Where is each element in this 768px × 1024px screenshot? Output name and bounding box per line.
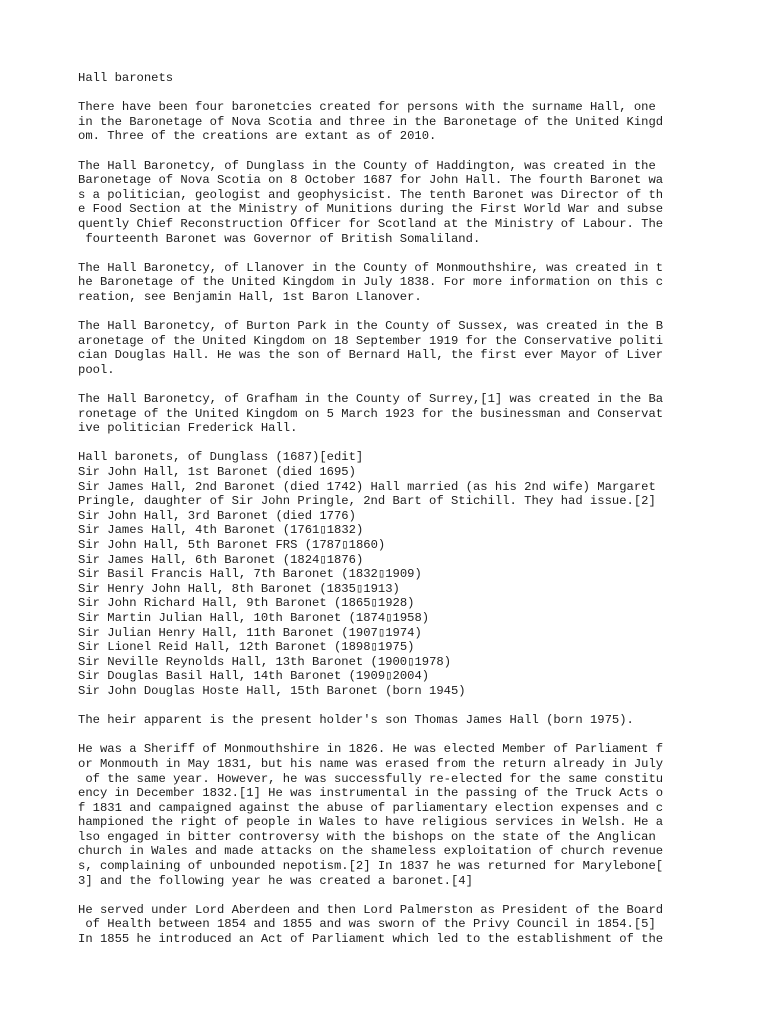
health-paragraph: [78, 903, 718, 947]
text-line: quently Chief Reconstruction Officer for Scotland at the Ministry of Labour. The: [78, 216, 664, 231]
text-line: The Hall Baronetcy, of Burton Park in the County of Sussex, was created in the B: [78, 319, 664, 334]
text-line: s a politician, geologist and geophysicist. The tenth Baronet was Director of th: [78, 187, 664, 202]
heir-line: The heir apparent is the present holder's son Thomas James Hall (born 1975).: [78, 713, 634, 728]
text-line: Sir Henry John Hall, 8th Baronet (1835▯1913): [78, 581, 400, 596]
text-line: The Hall Baronetcy, of Grafham in the County of Surrey,[1] was created in the Ba: [78, 392, 664, 407]
text-line: pool.: [78, 362, 115, 377]
text-line: The Hall Baronetcy, of Dunglass in the County of Haddington, was created in the: [78, 158, 656, 173]
intro-paragraph: [78, 100, 718, 144]
text-line: 3] and the following year he was created a baronet.[4]: [78, 873, 473, 888]
text-line: he Baronetage of the United Kingdom in July 1838. For more information on this c: [78, 275, 664, 290]
text-line: Sir John Douglas Hoste Hall, 15th Baronet (born 1945): [78, 683, 466, 698]
text-line: lso engaged in bitter controversy with the bishops on the state of the Anglican: [78, 829, 656, 844]
text-line: Sir Neville Reynolds Hall, 13th Baronet (1900▯1978): [78, 654, 452, 669]
text-line: f 1831 and campaigned against the abuse of parliamentary election expenses and c: [78, 800, 664, 815]
text-line: Sir John Hall, 5th Baronet FRS (1787▯1860): [78, 538, 386, 552]
text-line: fourteenth Baronet was Governor of British Somaliland.: [78, 231, 481, 246]
text-line: He was a Sheriff of Monmouthshire in 1826. He was elected Member of Parliament f: [78, 742, 664, 757]
document-page: [78, 71, 718, 947]
text-line: Sir Basil Francis Hall, 7th Baronet (1832▯1909): [78, 567, 422, 582]
llanover-paragraph: [78, 261, 718, 305]
text-line: Sir John Hall, 1st Baronet (died 1695): [78, 465, 356, 480]
text-line: in the Baronetage of Nova Scotia and three in the Baronetage of the United Kingd: [78, 114, 664, 129]
text-line: reation, see Benjamin Hall, 1st Baron Llanover.: [78, 289, 422, 304]
text-line: Sir James Hall, 4th Baronet (1761▯1832): [78, 523, 364, 538]
text-line: church in Wales and made attacks on the shameless exploitation of church revenue: [78, 844, 664, 859]
text-line: ronetage of the United Kingdom on 5 March 1923 for the businessman and Conservat: [78, 406, 664, 421]
text-line: Sir Douglas Basil Hall, 14th Baronet (1909▯2004): [78, 669, 430, 684]
text-line: In 1855 he introduced an Act of Parliament which led to the establishment of the: [78, 932, 664, 947]
text-line: of Health between 1854 and 1855 and was sworn of the Privy Council in 1854.[5]: [78, 917, 656, 932]
text-line: of the same year. However, he was successfully re-elected for the same constitu: [78, 771, 664, 786]
sheriff-paragraph: [78, 742, 718, 888]
text-line: ency in December 1832.[1] He was instrumental in the passing of the Truck Acts o: [78, 786, 664, 801]
text-line: There have been four baronetcies created for persons with the surname Hall, one: [78, 100, 656, 115]
text-line: Sir John Richard Hall, 9th Baronet (1865▯1928): [78, 596, 415, 611]
grafham-paragraph: [78, 392, 718, 436]
text-line: Sir Martin Julian Hall, 10th Baronet (1874▯1958): [78, 610, 430, 625]
text-line: He served under Lord Aberdeen and then Lord Palmerston as President of the Board: [78, 902, 664, 917]
text-line: cian Douglas Hall. He was the son of Bernard Hall, the first ever Mayor of Liver: [78, 348, 664, 363]
text-line: Pringle, daughter of Sir John Pringle, 2nd Bart of Stichill. They had issue.[2]: [78, 494, 656, 509]
burton-paragraph: [78, 319, 718, 377]
text-line: e Food Section at the Ministry of Munitions during the First World War and subse: [78, 202, 664, 217]
text-line: or Monmouth in May 1831, but his name was erased from the return already in July: [78, 756, 664, 771]
text-line: Sir Lionel Reid Hall, 12th Baronet (1898▯1975): [78, 640, 415, 655]
list-heading: Hall baronets, of Dunglass (1687)[edit]: [78, 450, 364, 465]
text-line: om. Three of the creations are extant as of 2010.: [78, 129, 437, 144]
baronets-list: [78, 465, 718, 699]
dunglass-paragraph: [78, 159, 718, 247]
text-line: s, complaining of unbounded nepotism.[2] In 1837 he was returned for Marylebone[: [78, 859, 664, 874]
text-line: Sir Julian Henry Hall, 11th Baronet (1907▯1974): [78, 625, 422, 640]
document-title: Hall baronets: [78, 71, 174, 85]
text-line: aronetage of the United Kingdom on 18 September 1919 for the Conservative politi: [78, 333, 664, 348]
text-line: Sir James Hall, 2nd Baronet (died 1742) Hall married (as his 2nd wife) Margaret: [78, 479, 656, 494]
text-line: ive politician Frederick Hall.: [78, 421, 298, 436]
text-line: Sir John Hall, 3rd Baronet (died 1776): [78, 508, 356, 523]
text-line: Baronetage of Nova Scotia on 8 October 1687 for John Hall. The fourth Baronet wa: [78, 173, 664, 188]
text-line: hampioned the right of people in Wales to have religious services in Welsh. He a: [78, 815, 664, 830]
text-line: The Hall Baronetcy, of Llanover in the County of Monmouthshire, was created in t: [78, 260, 664, 275]
text-line: Sir James Hall, 6th Baronet (1824▯1876): [78, 552, 364, 567]
